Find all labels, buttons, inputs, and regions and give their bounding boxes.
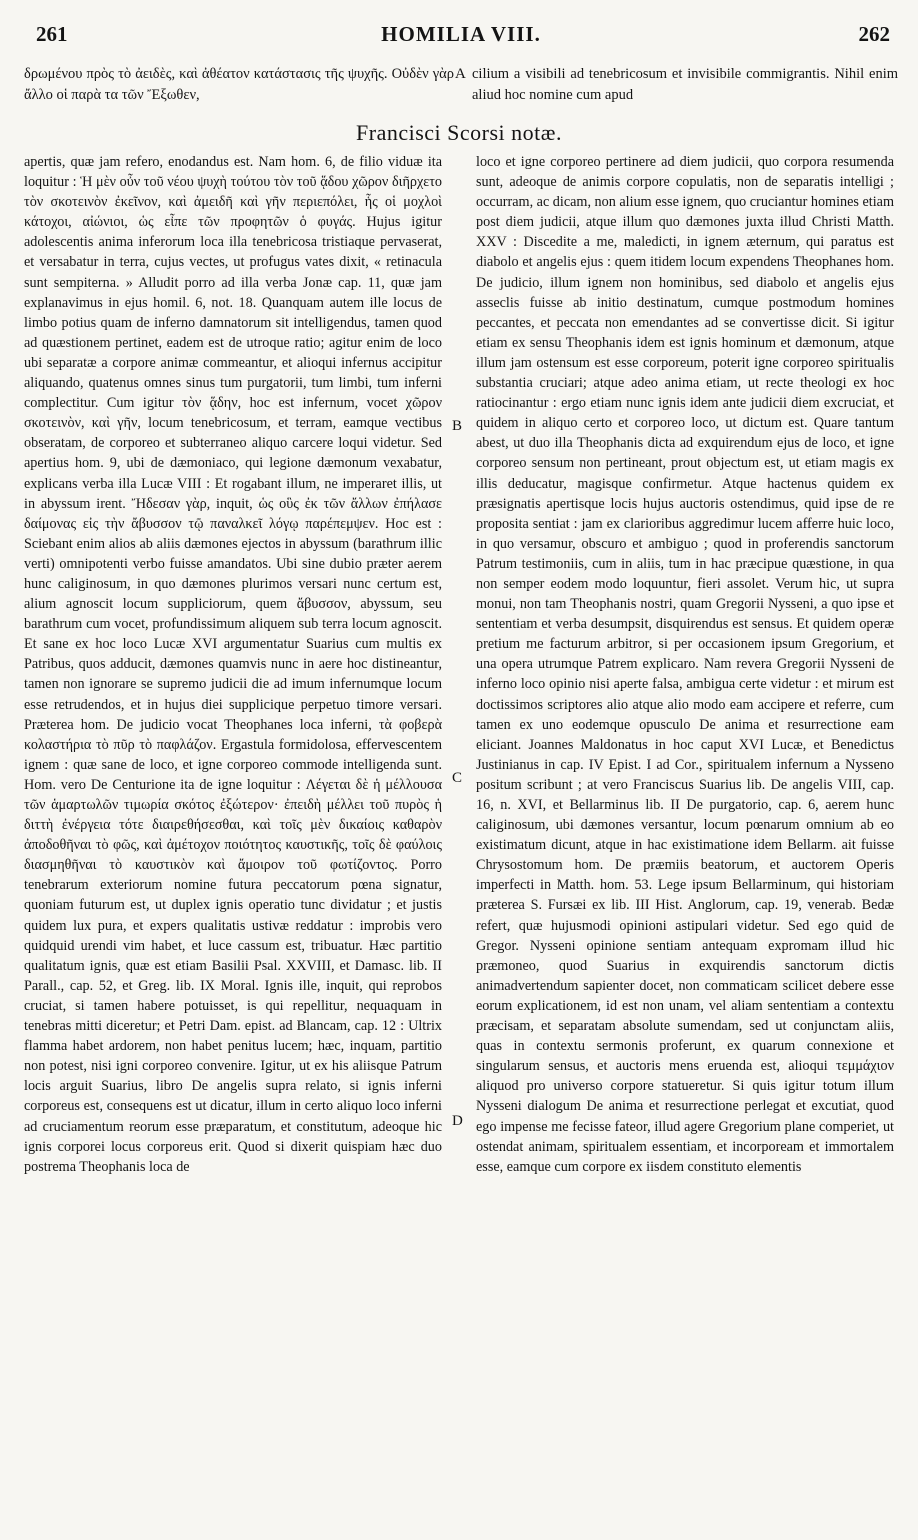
page-header: [22, 12, 900, 48]
margin-marker-b: B: [452, 418, 463, 434]
top-latin-text: cilium a visibili ad tenebricosum et invisibile commigrantis. Nihil enim aliud hoc nomine cum apud: [472, 66, 898, 103]
margin-marker-d: D: [452, 1113, 463, 1129]
top-greek-text: δρωμένου πρὸς τὸ ἀειδὲς, καὶ ἀθέατον κατάστασις τῆς ψυχῆς. Οὐδὲν γὰρ ἄλλο οἱ παρὰ τα τῶν Ἔξωθεν,: [24, 66, 454, 103]
margin-marker-a: A: [455, 66, 466, 82]
notes-right-column: [476, 152, 894, 1532]
left-column-text: apertis, quæ jam refero, enodandus est. Nam hom. 6, de filio viduæ ita loquitur : Ἡ μὲν οὖν τοῦ νέου ψυχὴ τούτου τὸν τοῦ ᾅδου χῶρον διῆρχετο τὸν σκοτεινὸν ἐκεῖνον, καὶ ἀμειδῆ καὶ γῆν περιεπόλει, ἧς οἱ μοχλοὶ κάτοχοι, αἰώνιοι, ὡς εἶπε τῶν προφητῶν ὁ φυγάς. Hujus igitur adolescentis anima inferorum loca illa tenebricosa tristiaque pervaserat, et versabatur in terra, cujus vectes, ut profugus vates dixit, « retinacula sunt sempiterna. » Alludit porro ad illa verba Jonæ cap. 11, quæ jam explanavimus in ejus homil. 6, not. 18. Quanquam autem ille locus de limbo potius quam de inferno damnatorum sit intelligendus, tamen quod ad quæstionem pertinet, eadem est de utroque ratio; agitur enim de loco ubi separatæ a corpore animæ commeantur, et alioqui infernus accipitur aliquando, quatenus omnes sinus tum purgatorii, tum limbi, tum inferni complectitur. Cum igitur τὸν ᾅδην, hoc est infernum, vocet χῶρον σκοτεινὸν, καὶ γῆν, locum tenebricosum, et terram, eamque vectibus obseratam, de corporeo et subterraneo aliquo carcere loqui videtur. Sed apertius hom. 9, ubi de dæmoniaco, qui legione dæmonum vexabatur, explicans verba illa Lucæ VIII : Et rogabant illum, ne imperaret illis, ut in abyssum irent. Ἤδεσαν γὰρ, inquit, ὡς οὓς ἐκ τῶν ἄλλων ἐπήλασε δαίμονας εἰς τὴν ἄβυσσον τῷ παναλκεῖ λόγῳ παρέπεμψεν. Hoc est : Sciebant enim alios ab aliis dæmones ejectos in abyssum (barathrum illic verti) omnipotenti verbo fuisse amandatos. Ubi sine dubio præter aerem hunc caliginosum, in quo dæmones plurimos versari nunc certum est, alium agnoscit locum suppliciorum, quem ἄβυσσον, abyssum, seu barathrum cum vocet, profundissimum aliquem sub terra locum agnoscit. Et sane ex hoc loco Lucæ XVI argumentatur Suarius cum multis ex Patribus, quos adducit, dæmones quamvis nunc in aere hoc distineantur, tamen non ignorare se supremo judicii die ad imum infernumque locum esse retrudendos, et in hujus diei supplicique perpetuo timore versari. Præterea hom. De judicio vocat Theophanes loca inferni, τὰ φοβερὰ κολαστήρια τὸ πῦρ τὸ παφλάζον. Ergastula formidolosa, effervescentem ignem : quæ sane de loco, et igne corporeo commode intelligenda sunt. Hom. vero De Centurione ita de igne loquitur : Λέγεται δὲ ἡ μέλλουσα τῶν ἁμαρτωλῶν τιμωρία σκότος ἐξώτερον· ἐπειδὴ μέλλει τοῦ πυρὸς ἡ διττὴ ἐνέργεια τότε διαιρεθήσεσθαι, καὶ τοῖς μὲν δικαίοις καθαρὸν ἀποδοθῆναι τὸ φῶς, καὶ ἀμέτοχον ποιότητος καυστικῆς, τοῖς δὲ φαύλοις διασμηθῆναι τὸ καυστικὸν καὶ ἄμοιρον τοῦ φωτίζοντος. Porro tenebrarum exteriorum nomine futura peccatorum pœna signatur, quoniam futurum est, ut duplex ignis operatio tunc dividatur ; et justis quidem lux pura, et expers qualitatis ustivæ reddatur : improbis vero quidquid urendi vim habet, et luce cassum est, tribuatur. Hæc partitio qualitatum ignis, quæ est etiam Basilii Psal. XXVIII, et Damasc. lib. II Parall., cap. 52, et Greg. lib. IX Moral. Ignis ille, inquit, qui reprobos cruciat, si tamen habere potuisset, is qui repellitur, nequaquam in tenebras mitti diceretur; et Petri Dam. epist. ad Blancam, cap. 12 : Ultrix flamma habet ardorem, non habet penitus lucem; hæc, inquam, partitio non potest, nisi igni corporeo convenire. Igitur, ut ex his aliisque Patrum locis arguit Suarius, libro De angelis supra relato, si ignis inferni corporeus est, consequens est ut dicatur, illum in certo aliquo loco inferni ad cruciamentum reorum esse præparatum, et constitutum, adeoque hic ignis corporei locus corporeus erit. Quod si dixerit quispiam hæc duo postrema Theophanis loca de: [24, 154, 442, 1175]
notes-heading: Francisci Scorsi notæ.: [356, 120, 562, 145]
left-page-number: 261: [36, 22, 68, 46]
margin-marker-c: C: [452, 770, 463, 786]
right-column-text: loco et igne corporeo pertinere ad diem judicii, quo corpora resumenda sunt, adeoque de animis corpore copulatis, non de separatis intelligi ; occurram, ac dicam, non alium esse ignem, quo cruciantur homines etiam post diem judicii, atque illum quo dæmones juxta illud Christi Matth. XXV : Discedite a me, maledicti, in ignem æternum, qui paratus est diabolo et angelis ejus : quem itidem locum expendens Theophanes hom. De judicio, illum ignem non hominibus, sed diabolo et angelis ejus asseclis fuisse ab initio destinatum, cumque postmodum homines peccantes, et peccata non emendantes ad se convertisse dicit. Si igitur etiam ex sensu Theophanis idem est ignis hominum et dæmonum, atque illum jam ostensum est esse corporeum, poterit igne corporeo spiritualis substantia cruciari; atque adeo anima etiam, ut recte theologi ex hoc ratiocinantur : ergo etiam nunc ignis idem ante judicii diem excruciat, et quidem in aliquo certo et corporeo loco, ut dictum est. Quare tantum abest, ut duo illa Theophanis dicta ad exquirendum ejus de loco, et igne corporeo sensum non pertineant, prout objectum est, ut etiam magis ex illis deducatur, magisque confirmetur. Atque hactenus quidem ex præsignatis apertisque locis hujus auctoris ostendimus, quid ipse de re proposita sentiat : jam ex clarioribus aggredimur lucem afferre huic loco, in quo versamur, obscuro et ambiguo ; quod in proferendis sanctorum Patrum testimoniis, cum in aliis, tum in hac præcipue quæstione, in qua non semper eodem modo loquuntur, fieri assolet. Verum hic, ut supra monui, non tam Theophanis nostri, quam Gregorii Nysseni, a quo ipse et sententiam et verba desumpsit, disquirendus est sensus. Et quidem operæ pretium me facturum arbitror, si per occasionem ipsum Gregorium, et una opera utrumque Patrem explicaro. Nam revera Gregorii Nysseni de inferno loco opinio nisi aperte falsa, ambigua certe videtur : et mirum est doctissimos scriptores alio atque alio modo eam accipere et referre, cum tamen ex uno eodemque opusculo De anima et resurrectione eam eliciant. Joannes Maldonatus in hoc caput XVI Lucæ, et Benedictus Justinianus in cap. IV Epist. I ad Cor., spiritualem infernum a Nysseno positum scribunt ; at vero Franciscus Suarius lib. De angelis VIII, cap. 16, n. XVI, et Bellarminus lib. II De purgatorio, cap. 6, aerem hunc caliginosum, ubi dæmones versantur, locum pœnarum omnium ab eo existimatum dicunt, atque in hac existimatione idem Bellarm. ait fuisse Chrysostomum hom. De præmiis beatorum, et auctorem Operis imperfecti in Matth. hom. 53. Lege ipsum Bellarminum, qui historiam præterea S. Fursæi ex lib. III Hist. Anglorum, cap. 19, venerab. Bedæ refert, quæ hujusmodi opinioni astipulari videtur. Sed ego quid de Gregor. Nysseni opinione sentiam antequam expromam illud hic præmoneo, quod Suarius in exquirendis sanctorum dictis animadvertendum sapienter docet, non commaticam scilicet debere esse eorum explicationem, id est non unam, vel aliam sententiam a contextu præcisam, et separatam absolute sumendam, sed ut conjunctam aliis, quas in contextu sermonis proferunt, ex quarum connexione et singularum sensus, et auctoris mens eruenda est, alioqui τεμμάχιον aliquod pro universo corpore statueretur. Si quis igitur totum illum Nysseni dialogum De anima et resurrectione perlegat et excutiat, quod ego impense me fecisse fateor, illud agere Gregorium plane comperiet, ut ostendat animam, spiritualem essentiam, et incorpoream et immortalem esse, eamque cum corpore ex iisdem constituto elementis: [476, 154, 894, 1175]
top-continuation-lines: [24, 64, 898, 116]
right-page-number: 262: [858, 22, 890, 46]
notes-left-column: [24, 152, 442, 1532]
running-title: HOMILIA VIII.: [381, 22, 541, 46]
